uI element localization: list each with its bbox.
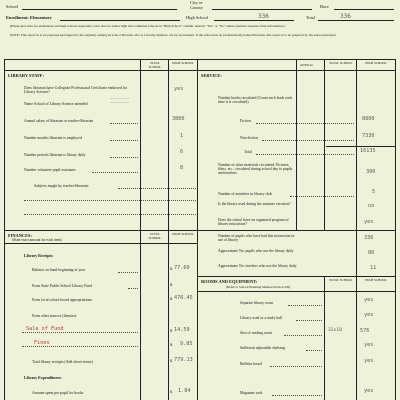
staff-row-school: Name School of Library Science attended (24, 102, 88, 106)
staff-row-certificate: Does librarian have Collegiate Professional Certificate endorsed for Library Science? (24, 86, 128, 95)
note-text: NOTE: This report is to be prepared and signed by the regularly employed school librarian who is a faculty member, not by an assistant. If the school has no professionally trained librarian, this report is to be prepared by the school principal. (10, 33, 337, 37)
staff-row-subjects: Subjects taught by teacher-librarian: (34, 184, 90, 188)
service-row-pupils-daily: Approximate No. pupils who use the library daily (218, 249, 294, 253)
service-header-rule (197, 70, 395, 71)
staff-periods-value: 6 (180, 149, 184, 155)
receipts-balance-value: 77.60 (174, 265, 190, 271)
subjects-line-2 (24, 200, 196, 201)
rooms-row-bulletin-board: Bulletin board (240, 362, 262, 366)
rooms-section-sub: (Refer to School Planning Manual Section XII) (226, 285, 291, 289)
other-item-1-dollar-sign: $ (170, 328, 173, 333)
high-school-line (214, 20, 294, 21)
service-pupils-daily-value: 80 (368, 250, 375, 256)
staff-school-scribble-2: ~~~~~~~~ (110, 100, 130, 105)
left-border (4, 59, 5, 400)
rooms-col-high: HIGH SCHOOL (365, 278, 387, 282)
service-row-nonfiction: Non-fiction (240, 136, 258, 140)
bulletin-board-leader (270, 366, 322, 367)
high-school-enrollment-value: 336 (258, 13, 269, 20)
staff-row-periods: Number periods librarian is library daily (24, 153, 86, 157)
subjects-line-1 (118, 188, 196, 189)
expenditure-books-per-pupil-value: 1.84 (178, 388, 191, 394)
rooms-row-separate-room: Separate library room (240, 301, 274, 305)
receipts-local-board-value: 476.45 (174, 295, 193, 301)
receipts-other-item-2-value: 9.85 (180, 341, 193, 347)
rooms-row-shelving: Sufficient adjustable shelving (240, 346, 286, 350)
books-per-pupil-dollar-sign: $ (170, 389, 173, 394)
staff-col-high: HIGH SCHOOL (172, 61, 194, 65)
service-total-value: 16135 (360, 148, 376, 154)
race-field-line (334, 9, 394, 10)
rooms-row-reading-room-size: Size of reading room (240, 331, 272, 335)
service-library-club-value: 5 (372, 189, 376, 195)
service-row-pupils-instructed: Number of pupils who have had this instruction in use of library (218, 234, 295, 243)
total-sum-rule (326, 146, 395, 147)
finances-col-high: HIGH SCHOOL (172, 232, 194, 236)
service-high-col-line (356, 59, 357, 400)
service-row-other-materials: Number of other materials circulated: Pictures, films, etc., circulated during school day to pupils and teachers (218, 163, 293, 176)
staff-row-volunteers: Number volunteer pupil assistants (24, 168, 76, 172)
separate-room-leader (288, 305, 322, 306)
library-receipts-label: Library Receipts: (24, 254, 54, 258)
enrollment-label: Enrollment: Elementary (6, 15, 52, 20)
center-divider (197, 59, 198, 400)
service-col-high: HIGH SCHOOL (365, 61, 387, 65)
rooms-bulletin-board-value: yes (364, 358, 374, 364)
service-row-total: Total (244, 150, 252, 154)
service-col-annual: ANNUAL (300, 63, 314, 67)
staff-col-elem: ELEM. SCHOOL (148, 61, 162, 69)
service-section-label: SERVICE: (201, 73, 222, 78)
volunteers-leader (92, 172, 138, 173)
staff-school-scribble: ~~~~~~~~ (110, 96, 130, 101)
finances-section-sub: (State exact amount for each item) (12, 238, 62, 242)
right-border (395, 59, 396, 400)
subjects-line-3 (24, 214, 196, 215)
rooms-magazine-rack-value: yes (364, 388, 374, 394)
receipts-row-other-sources: From other sources (Itemize): (32, 314, 78, 318)
balance-dollar-sign: $ (170, 266, 173, 271)
service-row-instruction-program: Does the school have an organized program of library instruction? (218, 218, 289, 227)
salary-leader (110, 123, 138, 124)
other-item-2-dollar-sign: $ (170, 342, 173, 347)
receipts-row-state-fund: From State Public School Library Fund (32, 284, 93, 288)
receipts-row-local-board: From local school board appropriations (32, 298, 92, 302)
service-col-elem: ELEM. SCHOOL (329, 61, 353, 65)
staff-volunteers-value: 8 (180, 165, 184, 171)
total-receipts-dollar-sign: $ (170, 358, 173, 363)
rooms-reading-room-value: 576 (360, 328, 370, 334)
reading-room-leader (284, 335, 322, 336)
state-fund-dollar-sign: $ (170, 282, 173, 287)
receipts-other-item-2-label: Fines (34, 340, 50, 346)
local-board-dollar-sign: $ (170, 296, 173, 301)
rooms-row-study-hall: Library used as a study hall (240, 316, 282, 320)
total-label: Total (306, 15, 315, 20)
service-row-library-club: Number of members in library club (218, 192, 272, 196)
magazine-rack-leader (272, 395, 322, 396)
service-nonfiction-value: 7330 (362, 133, 375, 139)
service-fiction-value: 8800 (362, 116, 375, 122)
total-leader (256, 154, 354, 155)
service-row-fiction: Fiction (240, 119, 251, 123)
staff-row-salary: Annual salary of librarian or teacher-librarian (24, 119, 94, 123)
receipts-total-value: 779.13 (174, 357, 193, 363)
rooms-reading-room-dimensions: 32x18 (328, 328, 342, 333)
other-item-1-line (22, 332, 138, 333)
rooms-top-rule (197, 276, 395, 277)
fiction-leader (256, 123, 354, 124)
staff-salary-value: 3800 (172, 116, 185, 122)
staff-elem-col-line (140, 59, 141, 400)
staff-section-label: LIBRARY STAFF: (8, 73, 45, 78)
receipts-other-item-1-value: 14.59 (174, 327, 190, 333)
receipts-other-item-1-label: Sale of Fund (26, 326, 64, 332)
staff-months-value: 1 (180, 133, 184, 139)
enrollment-elem-line (60, 20, 180, 21)
rooms-section-label: ROOMS AND EQUIPMENT: (201, 279, 258, 284)
receipts-row-total: Total library receipts (Add above items) (32, 360, 93, 364)
service-row-teachers-daily: Approximate No. teachers who use the library daily (218, 264, 297, 268)
total-line (318, 20, 394, 21)
periods-leader (110, 157, 138, 158)
service-row-summer: Is the library used during the summer vacation? (218, 202, 291, 206)
instructions-text: (Please give data for elementary and high schools separately. Give data for junior high and combined schools in "High School" column. Answer "Yes" or "No" unless question requires other information.) (10, 24, 286, 28)
rooms-header-rule (197, 291, 395, 292)
balance-leader (118, 272, 138, 273)
nonfiction-leader (262, 140, 354, 141)
rooms-col-elem: ELEM. SCHOOL (329, 278, 353, 282)
service-row-books-circulated: Number books circulated (Count each book each time it is circulated) (218, 96, 293, 105)
table-top-rule (4, 59, 396, 60)
rooms-row-magazine-rack: Magazine rack (240, 391, 263, 395)
receipts-row-balance: Balance on hand beginning of year (32, 268, 86, 272)
county-field-line (212, 9, 312, 10)
rooms-separate-room-value: yes (364, 297, 374, 303)
staff-header-rule (4, 70, 197, 71)
library-expenditures-label: Library Expenditures: (24, 376, 62, 380)
school-label: School (6, 4, 19, 9)
rooms-elem-col-line (324, 276, 325, 400)
service-elem-col-line (324, 59, 325, 230)
high-school-label: High School (186, 15, 209, 20)
race-label: Race (320, 4, 329, 9)
other-item-2-line (22, 346, 138, 347)
finances-section-label: FINANCES: (8, 233, 32, 238)
finances-col-elem: ELEM. SCHOOL (148, 232, 162, 240)
rooms-shelving-value: yes (364, 342, 374, 348)
city-label: City or (190, 0, 203, 5)
library-club-leader (290, 196, 354, 197)
service-instruction-program-value: yes (364, 219, 374, 225)
service-pupils-instructed-value: 336 (364, 235, 374, 241)
state-fund-leader (128, 288, 138, 289)
staff-certificate-value: yes (174, 86, 184, 92)
shelving-leader (306, 350, 322, 351)
total-enrollment-value: 336 (340, 13, 351, 20)
school-field-line (22, 9, 177, 10)
study-hall-leader (296, 320, 322, 321)
expenditure-row-books-per-pupil: Amount spent per pupil for books (32, 391, 84, 395)
months-leader (110, 140, 138, 141)
middle-rule (4, 230, 396, 231)
service-other-materials-value: 300 (366, 169, 376, 175)
county-label: County (190, 5, 203, 10)
service-teachers-daily-value: 11 (370, 265, 377, 271)
staff-row-months: Number months librarian is employed (24, 136, 82, 140)
service-summer-value: no (368, 203, 375, 209)
staff-high-col-line (168, 59, 169, 400)
finances-header-rule (4, 243, 197, 244)
rooms-study-hall-value: yes (364, 312, 374, 318)
